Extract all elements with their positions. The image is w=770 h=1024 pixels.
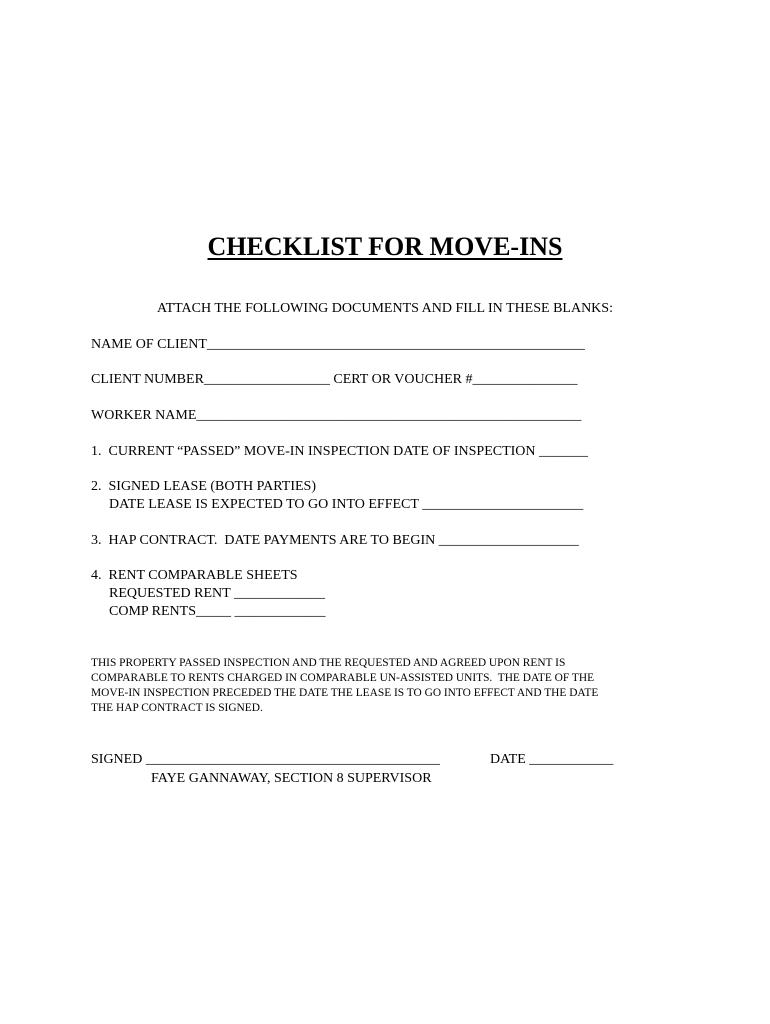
instruction-text: ATTACH THE FOLLOWING DOCUMENTS AND FILL IN THESE BLANKS: [157, 301, 613, 316]
signer-name: FAYE GANNAWAY, SECTION 8 SUPERVISOR [151, 771, 432, 786]
item-4-rent-comparable: 4. RENT COMPARABLE SHEETS [91, 568, 298, 583]
client-number-field[interactable]: CLIENT NUMBER__________________ CERT OR VOUCHER #_______________ [91, 372, 578, 387]
signature-field[interactable]: SIGNED __________________________________________ [91, 752, 440, 767]
statement-line: MOVE-IN INSPECTION PRECEDED THE DATE THE LEASE IS TO GO INTO EFFECT AND THE DATE [91, 687, 599, 699]
certification-statement [91, 656, 671, 716]
statement-line: THIS PROPERTY PASSED INSPECTION AND THE REQUESTED AND AGREED UPON RENT IS [91, 657, 566, 669]
item-1-inspection-date[interactable]: 1. CURRENT “PASSED” MOVE-IN INSPECTION DATE OF INSPECTION _______ [91, 444, 589, 459]
client-name-field[interactable]: NAME OF CLIENT______________________________________________________ [91, 337, 585, 352]
item-2-lease-effective-date[interactable]: DATE LEASE IS EXPECTED TO GO INTO EFFECT _______________________ [109, 497, 584, 512]
document-title: CHECKLIST FOR MOVE-INS [207, 232, 563, 261]
statement-line: COMPARABLE TO RENTS CHARGED IN COMPARABLE UN-ASSISTED UNITS. THE DATE OF THE [91, 672, 595, 684]
statement-line: THE HAP CONTRACT IS SIGNED. [91, 702, 263, 714]
item-3-hap-contract[interactable]: 3. HAP CONTRACT. DATE PAYMENTS ARE TO BEGIN ____________________ [91, 533, 579, 548]
item-4-requested-rent[interactable]: REQUESTED RENT _____________ [109, 586, 325, 601]
item-2-signed-lease: 2. SIGNED LEASE (BOTH PARTIES) [91, 479, 316, 494]
item-4-comp-rents[interactable]: COMP RENTS_____ _____________ [109, 604, 326, 619]
worker-name-field[interactable]: WORKER NAME_______________________________________________________ [91, 408, 582, 423]
signature-date-field[interactable]: DATE ____________ [490, 752, 614, 767]
